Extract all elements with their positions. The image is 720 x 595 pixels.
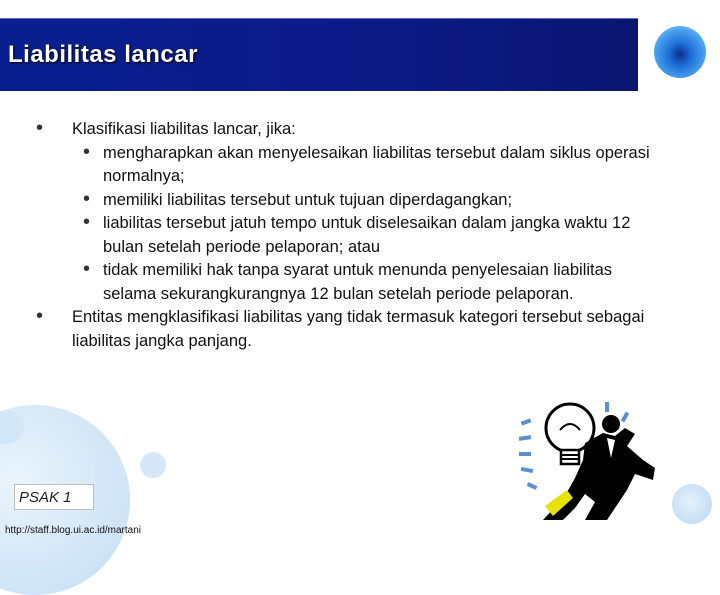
decor-circle-corner <box>672 484 712 524</box>
blue-orb-icon <box>654 26 706 78</box>
sub-bullet-item <box>0 189 700 213</box>
title-bar <box>0 18 638 91</box>
sub-bullet-item <box>0 259 700 306</box>
bullet-dot-icon: • <box>83 187 91 210</box>
slide-body <box>0 118 700 353</box>
sub-bullet-item <box>0 212 700 259</box>
sub-bullet-text: liabilitas tersebut jatuh tempo untuk diselesaikan dalam jangka waktu 12 bulan setelah periode pelaporan; atau <box>103 214 631 256</box>
businessman-lightbulb-icon <box>515 398 665 523</box>
bullet-dot-icon: • <box>83 258 91 280</box>
bullet-dot-icon: • <box>36 305 44 327</box>
sub-bullet-text: mengharapkan akan menyelesaikan liabilitas tersebut dalam siklus operasi normalnya; <box>103 143 650 185</box>
psak-label: PSAK 1 <box>14 484 94 510</box>
bullet-dot-icon: • <box>83 211 91 233</box>
decor-circle-small <box>140 452 166 478</box>
bullet-item <box>0 306 700 353</box>
bullet-item <box>0 118 700 142</box>
bullet-text: Klasifikasi liabilitas lancar, jika: <box>72 120 296 138</box>
bullet-text: Entitas mengklasifikasi liabilitas yang tidak termasuk kategori tersebut sebagai liabilitas jangka panjang. <box>72 308 645 350</box>
slide-title: Liabilitas lancar <box>8 41 198 68</box>
sub-bullet-text: memiliki liabilitas tersebut untuk tujuan diperdagangkan; <box>103 190 513 209</box>
sub-bullet-item <box>0 142 700 189</box>
footer-url[interactable]: http://staff.blog.ui.ac.id/martani <box>5 525 142 536</box>
bullet-dot-icon: • <box>36 117 44 139</box>
bullet-dot-icon: • <box>83 140 91 163</box>
sub-bullet-text: tidak memiliki hak tanpa syarat untuk menunda penyelesaian liabilitas selama sekurangkurangnya 12 bulan setelah periode pelaporan. <box>103 261 613 303</box>
